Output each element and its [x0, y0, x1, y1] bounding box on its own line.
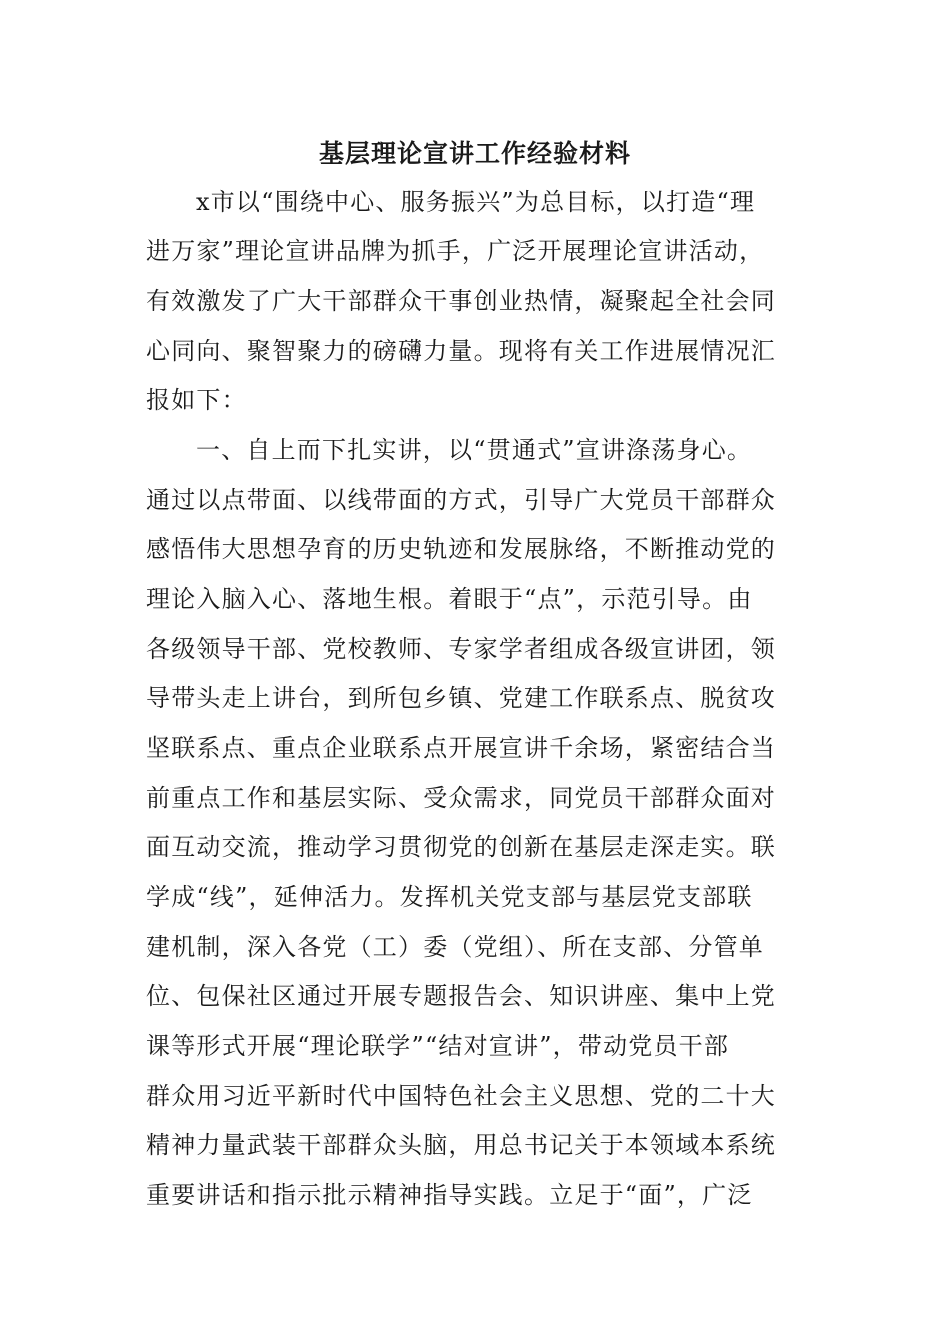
body-line: 各级领导干部、党校教师、专家学者组成各级宣讲团，领	[146, 635, 776, 663]
body-line: 心同向、聚智聚力的磅礴力量。现将有关工作进展情况汇	[146, 337, 776, 365]
body-line: 面互动交流，推动学习贯彻党的创新在基层走深走实。联	[146, 833, 776, 861]
body-line: 报如下：	[146, 386, 247, 414]
body-line: 群众用习近平新时代中国特色社会主义思想、党的二十大	[146, 1082, 776, 1110]
body-line: 感悟伟大思想孕育的历史轨迹和发展脉络，不断推动党的	[146, 535, 776, 563]
body-line: 前重点工作和基层实际、受众需求，同党员干部群众面对	[146, 784, 776, 812]
body-line: 进万家”理论宣讲品牌为抓手，广泛开展理论宣讲活动，	[146, 237, 765, 265]
section-heading-line: 一、自上而下扎实讲，以“贯通式”宣讲涤荡身心。	[196, 436, 753, 464]
body-line: 通过以点带面、以线带面的方式，引导广大党员干部群众	[146, 486, 776, 514]
body-line: 理论入脑入心、落地生根。着眼于“点”，示范引导。由	[146, 585, 753, 613]
body-line: 重要讲话和指示批示精神指导实践。立足于“面”，广泛	[146, 1181, 753, 1209]
body-line: 位、包保社区通过开展专题报告会、知识讲座、集中上党	[146, 982, 776, 1010]
body-line: x市以“围绕中心、服务振兴”为总目标，以打造“理	[196, 188, 756, 216]
body-line: 建机制，深入各党（工）委（党组）、所在支部、分管单	[146, 933, 764, 961]
body-line: 学成“线”，延伸活力。发挥机关党支部与基层党支部联	[146, 883, 753, 911]
body-line: 有效激发了广大干部群众干事创业热情，凝聚起全社会同	[146, 287, 776, 315]
body-line: 课等形式开展“理论联学”“结对宣讲”，带动党员干部	[146, 1032, 730, 1060]
body-line: 精神力量武装干部群众头脑，用总书记关于本领域本系统	[146, 1131, 776, 1159]
body-line: 坚联系点、重点企业联系点开展宣讲千余场，紧密结合当	[146, 734, 776, 762]
body-line: 导带头走上讲台，到所包乡镇、党建工作联系点、脱贫攻	[146, 684, 776, 712]
document-title: 基层理论宣讲工作经验材料	[318, 139, 631, 168]
